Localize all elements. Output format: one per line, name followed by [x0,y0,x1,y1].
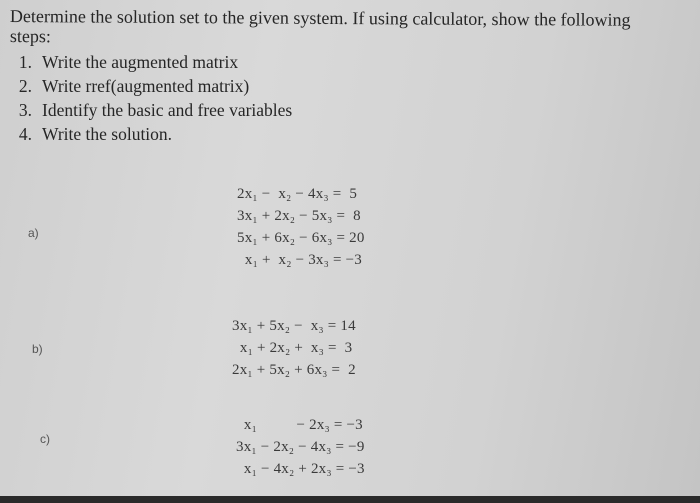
equation: x₁ + 2x₂ + x₃ = 3 [232,340,353,356]
system-b [232,315,356,381]
step-number: 1. [18,52,32,72]
equation: 3x₁ − 2x₂ − 4x₃ = −9 [236,439,365,455]
system-c-label: c) [40,432,50,446]
equation: x₁ + x₂ − 3x₃ = −3 [237,252,362,268]
equation: 3x₁ + 2x₂ − 5x₃ = 8 [237,208,361,224]
equation: 2x₁ − x₂ − 4x₃ = 5 [237,186,358,202]
system-a [237,183,365,271]
bottom-edge [0,496,700,503]
equation: x₁ − 2x₃ = −3 [236,417,363,433]
equation: 2x₁ + 5x₂ + 6x₃ = 2 [232,362,356,378]
equation: 3x₁ + 5x₂ − x₃ = 14 [232,318,356,334]
step-number: 2. [18,76,32,96]
instructions-line-2: steps: [9,26,52,47]
instructions-line-1: Determine the solution set to the given system. If using calculator, show the following [9,6,631,30]
step-text: Write the solution. [42,124,173,144]
step-number: 3. [18,100,32,120]
step-text: Write the augmented matrix [42,52,239,72]
system-a-label: a) [28,226,39,240]
equation: x₁ − 4x₂ + 2x₃ = −3 [236,461,365,477]
step-item [10,122,690,146]
system-b-label: b) [32,342,43,356]
steps-list [10,50,690,146]
equation: 5x₁ + 6x₂ − 6x₃ = 20 [237,230,365,246]
step-number: 4. [18,124,32,144]
step-text: Identify the basic and free variables [42,100,293,120]
step-text: Write rref(augmented matrix) [42,76,250,96]
system-c [236,414,365,480]
step-item [10,98,690,122]
step-item [10,74,690,98]
step-item [10,50,690,74]
instructions [10,6,690,146]
